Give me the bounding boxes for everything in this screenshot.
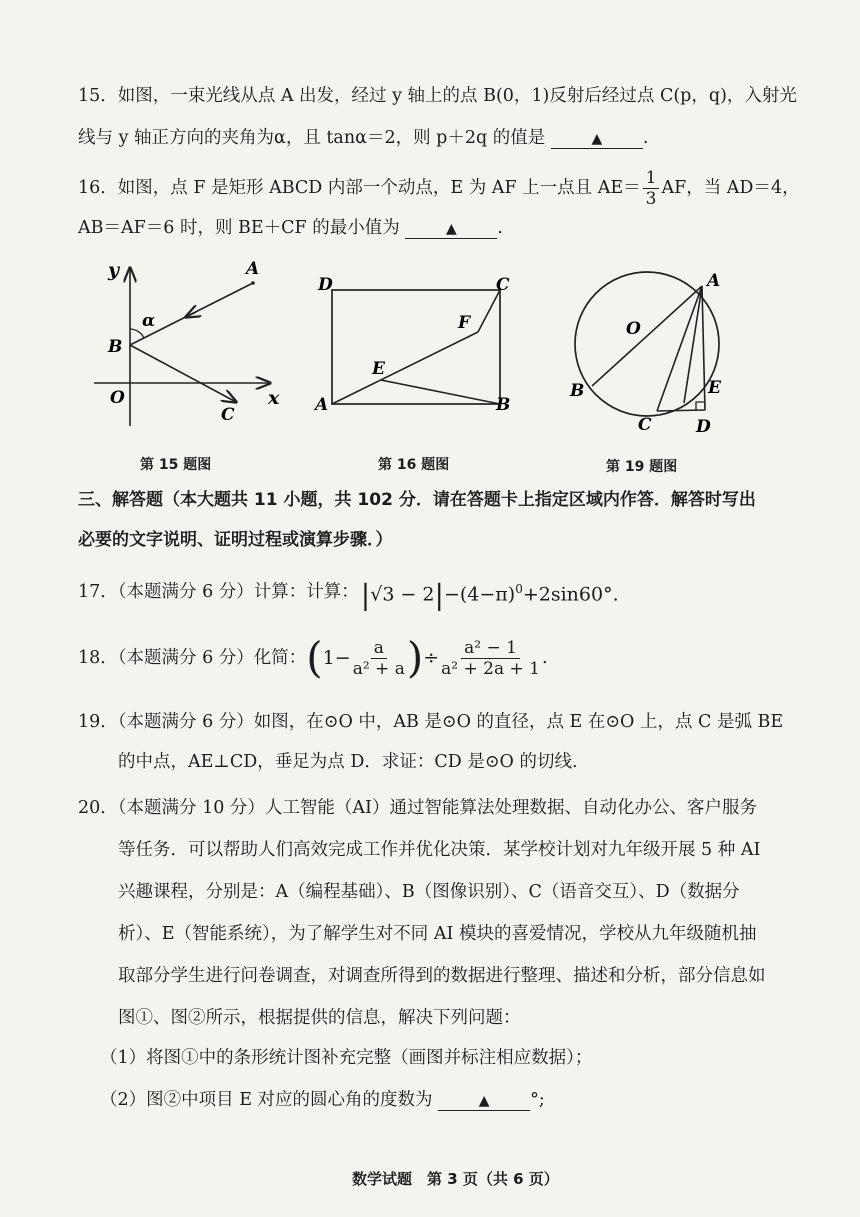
q20-sub2-text: （2）图②中项目 E 对应的圆心角的度数为: [100, 1090, 433, 1110]
section3-line2: 必要的文字说明、证明过程或演算步骤．）: [78, 530, 393, 550]
q18-end: .: [541, 648, 548, 668]
fig16-label-a: A: [315, 395, 329, 415]
q20-line2: 等任务．可以帮助人们高效完成工作并优化决策．某学校计划对九年级开展 5 种 AI: [118, 840, 761, 860]
fig15-label-x: x: [268, 387, 280, 409]
fig19-label-o: O: [626, 319, 641, 339]
q19-line1: 19．（本题满分 6 分）如图，在⊙O 中，AB 是⊙O 的直径，点 E 在⊙O 上，点 C 是弧 BE: [78, 712, 784, 732]
fig19-label-b: B: [570, 381, 585, 401]
fig19-segment-cd: [657, 410, 705, 411]
q18-fraction-2: $\frac{\text{a² − 1}}{\text{a² + 2a + 1}}$: [441, 637, 540, 679]
fig16-label-b: B: [496, 395, 511, 415]
page-footer: 数学试题 第 3 页（共 6 页）: [352, 1170, 559, 1188]
q16-line1: [78, 168, 800, 208]
fig16-label-e: E: [372, 359, 385, 379]
q16-answer-blank: ▲: [405, 219, 497, 239]
fig15-label-b: B: [108, 337, 123, 357]
q16-line2-text: AB＝AF＝6 时，则 BE＋CF 的最小值为: [78, 218, 400, 238]
fig19-circle: [575, 272, 719, 416]
fig16-segment-af: [332, 332, 478, 404]
q20-answer-blank: ▲: [438, 1091, 530, 1111]
q18-fraction-1: $\frac{a}{\text{a² + a}}$: [352, 637, 405, 679]
fig16-segment-fc: [478, 290, 500, 332]
q16-end: .: [497, 218, 503, 238]
fig15-label-y: y: [108, 259, 120, 281]
fig16-label-d: D: [318, 275, 333, 295]
q15-line1: 15．如图，一束光线从点 A 出发，经过 y 轴上的点 B(0，1)反射后经过点 C(p，q)，入射光: [78, 86, 797, 106]
fig16-label-c: C: [496, 275, 510, 295]
q17-prefix: 17．（本题满分 6 分）计算：计算：: [78, 582, 359, 602]
fig15-label-c: C: [221, 405, 235, 425]
q20-sub2-end: °;: [530, 1090, 545, 1110]
q15-line2: [78, 126, 648, 150]
figure-19: [562, 258, 742, 438]
fig19-label-c: C: [638, 415, 652, 435]
q20-sub1: （1）将图①中的条形统计图补充完整（画图并标注相应数据）；: [100, 1048, 593, 1068]
q16-line2: [78, 216, 503, 240]
q20-line6: 图①、图②所示，根据提供的信息，解决下列问题：: [118, 1008, 521, 1028]
fig15-caption: 第 15 题图: [140, 457, 212, 473]
fig16-segment-eb: [381, 380, 500, 404]
q16-fraction: $\frac{1}{3}$: [643, 168, 660, 209]
q16-line1-post: AF，当 AD＝4，: [661, 178, 800, 198]
fig15-point-a: [251, 281, 255, 285]
fig19-right-angle-mark: [696, 402, 704, 410]
fig15-label-o: O: [110, 388, 125, 408]
q20-line5: 取部分学生进行问卷调查，对调查所得到的数据进行整理、描述和分析，部分信息如: [118, 966, 766, 986]
q17-line: [78, 572, 619, 612]
q19-line2: 的中点，AE⊥CD，垂足为点 D．求证：CD 是⊙O 的切线.: [118, 752, 578, 772]
fig16-label-f: F: [458, 313, 471, 333]
q18-line: 18．（本题满分 6 分）化简： ( 1− $\frac{a}{\text{a² + a}}$ ) ÷ $\frac{\text{a² − 1}}{\text{a² + 2a + 1}}$ .: [78, 633, 548, 682]
figure-15: [88, 256, 288, 436]
fig19-label-e: E: [708, 378, 721, 398]
q18-prefix: 18．（本题满分 6 分）化简：: [78, 648, 307, 668]
figure-16: [310, 268, 525, 418]
fig15-label-a: A: [246, 259, 260, 279]
q15-end: .: [642, 128, 649, 148]
q16-line1-pre: 16．如图，点 F 是矩形 ABCD 内部一个动点，E 为 AF 上一点且 AE＝: [78, 178, 641, 198]
q17-expression: $|√3 - 2|-(4-\pi)^0+2\sin 60^\circ$.: [360, 578, 619, 612]
q18-divide: ÷: [423, 647, 440, 669]
q20-line4: 析）、E（智能系统），为了解学生对不同 AI 模块的喜爱情况，学校从九年级随机抽: [118, 924, 757, 944]
fig19-segment-ac: [657, 286, 702, 411]
fig16-caption: 第 16 题图: [378, 457, 450, 473]
fig15-label-alpha: α: [142, 311, 156, 331]
q20-sub2: [100, 1088, 545, 1112]
section3-line1: 三、解答题（本大题共 11 小题，共 102 分．请在答题卡上指定区域内作答．解答时写出: [78, 490, 756, 510]
fig19-caption: 第 19 题图: [606, 459, 678, 475]
fig19-segment-ae: [684, 286, 702, 403]
fig19-label-d: D: [696, 417, 711, 437]
fig19-diameter-ab: [592, 286, 702, 386]
q20-line3: 兴趣课程，分别是：A（编程基础）、B（图像识别）、C（语音交互）、D（数据分: [118, 882, 740, 902]
fig15-reflected-ray: [130, 345, 236, 402]
q15-line2-text: 线与 y 轴正方向的夹角为α，且 tanα＝2，则 p＋2q 的值是: [78, 128, 546, 148]
q15-answer-blank: ▲: [551, 129, 643, 149]
fig15-incident-arrow: [186, 312, 196, 317]
fig19-label-a: A: [707, 271, 721, 291]
q20-line1: 20．（本题满分 10 分）人工智能（AI）通过智能算法处理数据、自动化办公、客户服务: [78, 798, 757, 818]
q18-one-minus: 1−: [322, 647, 351, 669]
fig19-segment-ad: [702, 286, 705, 410]
